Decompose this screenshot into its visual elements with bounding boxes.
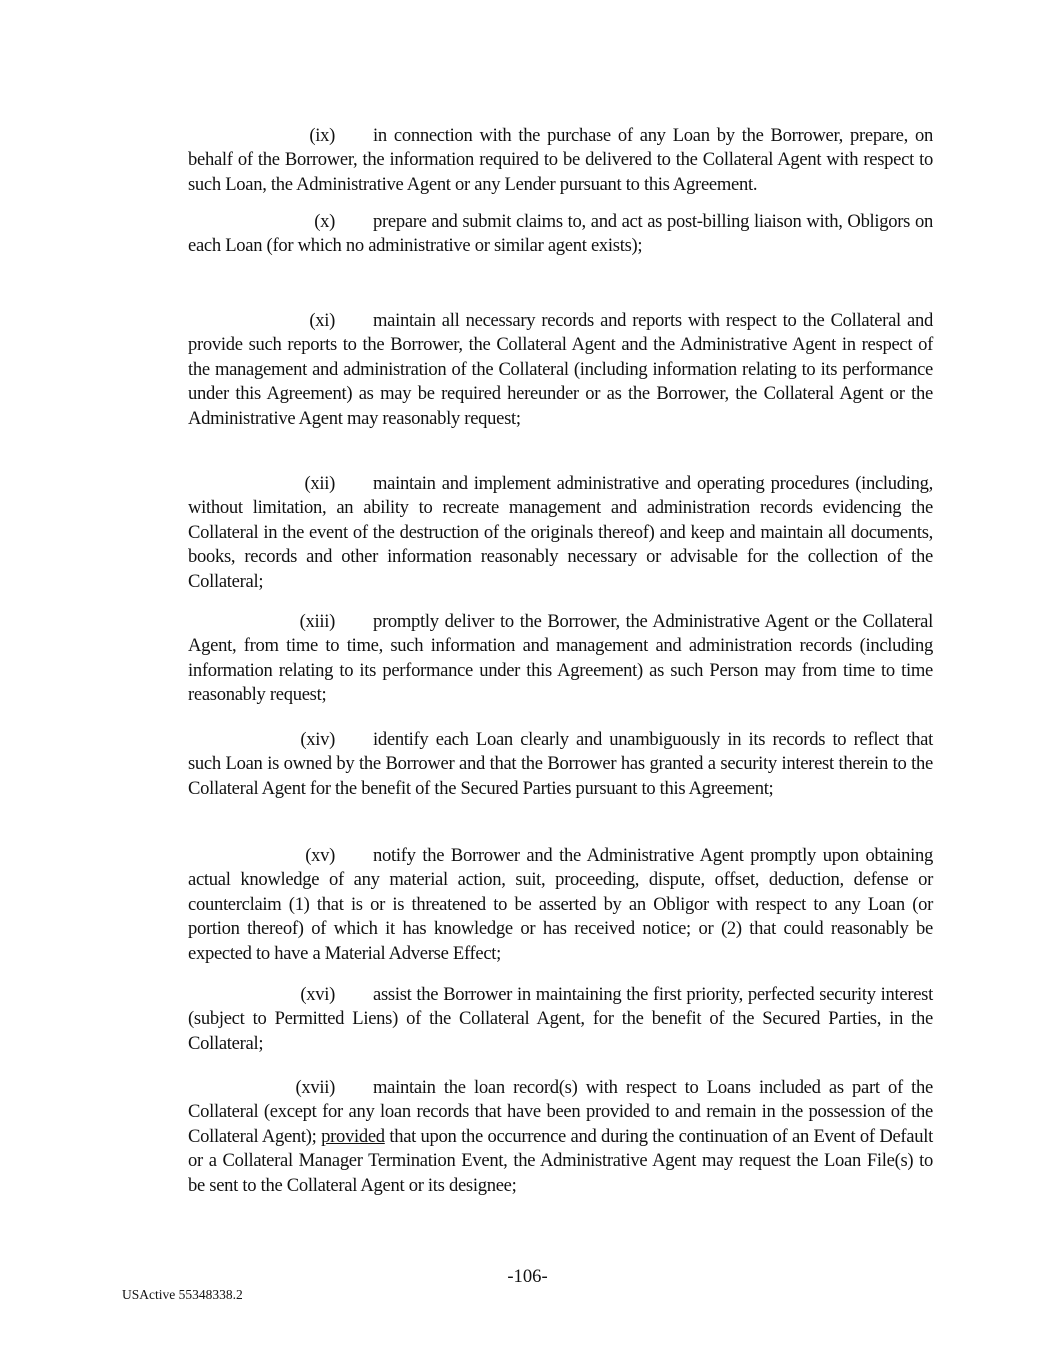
clause-text-continued: that upon the occurrence and during the continuation of an Event of Default or a Collateral Manager Termination Event, the Administrative Agent may request the Loan File(s) to be sent to the Collateral Agent or its designee; bbox=[188, 1125, 933, 1196]
paragraph-x bbox=[188, 210, 933, 259]
paragraph-xvi bbox=[188, 983, 933, 1056]
clause-text: notify the Borrower and the Administrative Agent promptly upon obtaining actual knowledge of any material action, suit, proceeding, dispute, offset, deduction, defense or counterclaim (1) that is or is threatened to be asserted by an Obligor with respect to any Loan (or portion thereof) of which it has knowledge or has received notice; or (2) that could reasonably be expected to have a Material Adverse Effect; bbox=[188, 845, 933, 964]
paragraph-ix bbox=[188, 124, 933, 197]
clause-text: maintain all necessary records and reports with respect to the Collateral and provide such reports to the Borrower, the Collateral Agent and the Administrative Agent in respect of the management and administration of the Collateral (including information relating to its performance under this Agreement) as may be required hereunder or as the Borrower, the Collateral Agent or the Administrative Agent may reasonably request; bbox=[188, 310, 933, 429]
clause-number: (xvii) bbox=[295, 1077, 335, 1098]
paragraph-xv bbox=[188, 844, 933, 966]
paragraph-xiii bbox=[188, 610, 933, 708]
clause-text: maintain and implement administrative and operating procedures (including, without limitation, an ability to recreate management and administration records evidencing the Collateral in the event of the destruction of the originals thereof) and keep and maintain all documents, books, records and other information reasonably necessary or advisable for the collection of the Collateral; bbox=[188, 473, 933, 592]
paragraph-xiv bbox=[188, 728, 933, 801]
clause-number: (xii) bbox=[304, 473, 335, 494]
clause-number: (xiii) bbox=[299, 611, 335, 632]
clause-text: assist the Borrower in maintaining the first priority, perfected security interest (subject to Permitted Liens) of the Collateral Agent, for the benefit of the Secured Parties, in the Collateral; bbox=[188, 984, 933, 1054]
clause-text: in connection with the purchase of any Loan by the Borrower, prepare, on behalf of the Borrower, the information required to be delivered to the Collateral Agent with respect to such Loan, the Administrative Agent or any Lender pursuant to this Agreement. bbox=[188, 125, 933, 195]
footer-document-id: USActive 55348338.2 bbox=[122, 1287, 243, 1302]
clause-text: promptly deliver to the Borrower, the Administrative Agent or the Collateral Agent, from time to time, such information and management and administration records (including information relating to its performance under this Agreement) as such Person may from time to time reasonably request; bbox=[188, 611, 933, 706]
clause-text: maintain the loan record(s) with respect to Loans included as part of the Collateral (except for any loan records that have been provided to and remain in the possession of the Collateral Agent); bbox=[188, 1077, 933, 1147]
underlined-term: provided bbox=[321, 1125, 385, 1147]
clause-number: (x) bbox=[314, 211, 335, 232]
clause-number: (xiv) bbox=[300, 729, 335, 750]
clause-number: (xv) bbox=[305, 845, 335, 866]
paragraph-xvii bbox=[188, 1076, 933, 1198]
clause-number: (ix) bbox=[309, 125, 335, 146]
paragraph-xii bbox=[188, 472, 933, 594]
clause-number: (xvi) bbox=[300, 984, 335, 1005]
clause-text: identify each Loan clearly and unambiguously in its records to reflect that such Loan is owned by the Borrower and that the Borrower has granted a security interest therein to the Collateral Agent for the benefit of the Secured Parties pursuant to this Agreement; bbox=[188, 729, 933, 799]
clause-number: (xi) bbox=[309, 310, 335, 331]
paragraph-xi bbox=[188, 309, 933, 431]
page-number: -106- bbox=[507, 1266, 548, 1287]
clause-text: prepare and submit claims to, and act as post-billing liaison with, Obligors on each Loan (for which no administrative or similar agent exists); bbox=[188, 211, 933, 257]
